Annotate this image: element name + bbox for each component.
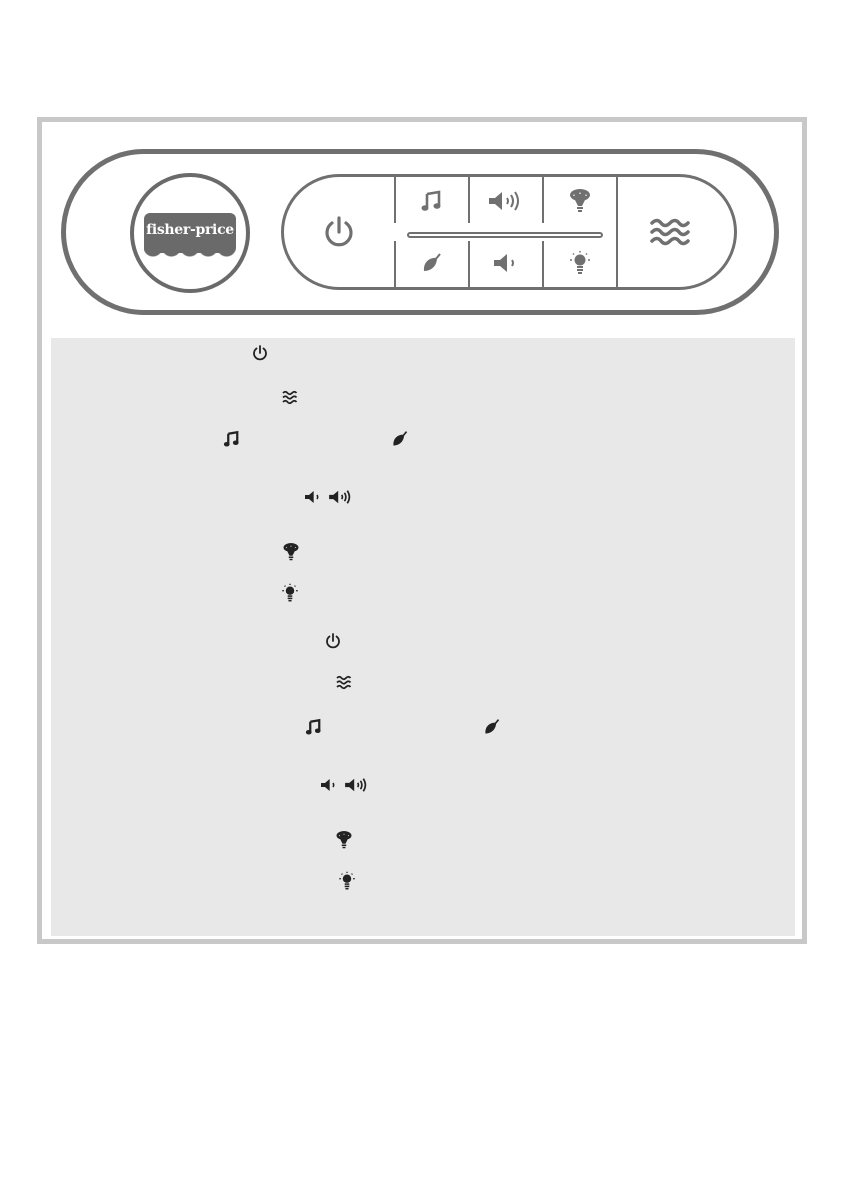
list-item	[251, 340, 269, 366]
list-item	[324, 628, 342, 654]
brand-logo	[144, 213, 236, 253]
device-control-panel	[61, 149, 779, 315]
star-projector-icon	[568, 188, 592, 214]
volume-up-icon	[327, 488, 355, 506]
star-projector-icon	[282, 542, 300, 562]
list-item	[303, 484, 355, 510]
list-item	[281, 384, 301, 410]
power-icon	[251, 344, 269, 362]
volume-down-icon	[303, 488, 323, 506]
leaf-icon	[421, 252, 443, 274]
waves-icon	[335, 673, 355, 691]
volume-up-button[interactable]	[470, 179, 542, 223]
leaf-icon	[391, 430, 409, 448]
star-projector-icon	[335, 830, 353, 850]
music-note-icon	[420, 189, 444, 213]
power-button[interactable]	[294, 192, 384, 272]
volume-down-icon	[491, 251, 521, 275]
list-item	[335, 827, 353, 853]
list-item	[305, 714, 501, 740]
projection-button[interactable]	[544, 179, 616, 223]
brand-logo-text: fisher-price	[146, 222, 234, 238]
logo-circle	[130, 173, 250, 293]
list-item	[337, 868, 357, 894]
volume-down-button[interactable]	[470, 241, 542, 285]
nightlight-button[interactable]	[544, 241, 616, 285]
button-cluster	[281, 174, 737, 290]
sound-waves-button[interactable]	[620, 192, 720, 272]
instruction-frame	[37, 117, 807, 944]
slider-bar	[407, 232, 603, 238]
list-item	[282, 539, 300, 565]
list-item	[335, 669, 355, 695]
power-icon	[324, 632, 342, 650]
leaf-icon	[483, 718, 501, 736]
volume-down-icon	[319, 776, 339, 794]
nightlight-icon	[567, 250, 593, 276]
volume-up-icon	[343, 776, 371, 794]
divider	[616, 177, 618, 287]
music-button[interactable]	[396, 179, 468, 223]
nightlight-icon	[337, 871, 357, 891]
list-item	[223, 426, 409, 452]
music-note-icon	[223, 430, 241, 448]
music-note-icon	[305, 718, 323, 736]
nightlight-icon	[280, 583, 300, 603]
list-item	[280, 580, 300, 606]
waves-icon	[281, 388, 301, 406]
volume-up-icon	[486, 189, 526, 213]
instruction-list	[51, 338, 795, 936]
list-item	[319, 772, 371, 798]
nature-button[interactable]	[396, 241, 468, 285]
power-icon	[321, 214, 357, 250]
waves-icon	[649, 215, 691, 249]
